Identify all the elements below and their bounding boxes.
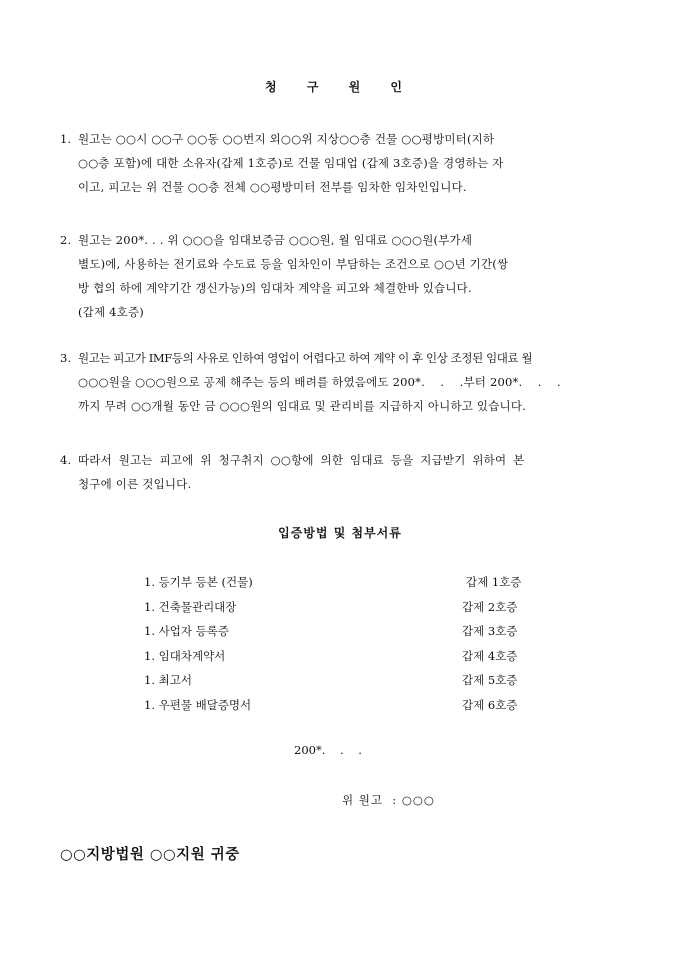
attachment-code: 갑제 5호증 xyxy=(462,673,518,687)
attachment-name: 1. 임대차계약서 xyxy=(144,648,226,663)
item-number: 2. xyxy=(60,233,72,247)
plaintiff-signature: 위 원고 : ○○○ xyxy=(342,793,435,807)
claim-item-3 xyxy=(60,346,636,418)
attachment-row xyxy=(144,644,544,669)
attachment-name: 1. 우편물 배달증명서 xyxy=(144,697,252,712)
attachment-name: 1. 등기부 등본 (건물) xyxy=(144,575,253,589)
item-line: ○○○원을 ○○○원으로 공제 해주는 등의 배려를 하였음에도 200*. . .부터 200*. . . xyxy=(78,375,561,389)
attachment-row xyxy=(144,693,544,718)
item-line: 원고는 200*. . . 위 ○○○을 임대보증금 ○○○원, 월 임대료 ○○○원(부가세 xyxy=(78,233,473,247)
item-line: 청구에 이른 것입니다. xyxy=(78,477,192,491)
item-line: 이고, 피고는 위 건물 ○○층 전체 ○○평방미터 전부를 임차한 임차인입니다. xyxy=(78,180,467,194)
attachment-row xyxy=(144,595,544,620)
attachment-code: 갑제 4호증 xyxy=(462,648,518,663)
evidence-title: 입증방법 및 첨부서류 xyxy=(278,526,402,540)
item-line: 방 협의 하에 계약기간 갱신가능)의 임대차 계약을 피고와 체결한바 있습니다. xyxy=(78,281,472,295)
document-title: 청 구 원 인 xyxy=(265,80,415,94)
claim-item-1 xyxy=(60,127,636,199)
attachment-row xyxy=(144,619,544,644)
court-addressee: ○○지방법원 ○○지원 귀중 xyxy=(60,846,240,863)
attachment-name: 1. 최고서 xyxy=(144,673,192,687)
attachment-name: 1. 사업자 등록증 xyxy=(144,624,229,638)
item-line: (갑제 4호증) xyxy=(78,305,144,319)
attachment-list xyxy=(144,570,544,717)
item-line: 까지 무려 ○○개월 동안 금 ○○○원의 임대료 및 관리비를 지급하지 아니하고 있습니다. xyxy=(78,399,527,413)
filing-date: 200*. . . xyxy=(294,743,362,757)
attachment-code: 갑제 1호증 xyxy=(466,575,522,589)
item-number: 4. xyxy=(60,453,72,467)
item-number: 3. xyxy=(60,351,72,365)
attachment-row xyxy=(144,570,544,595)
claim-item-2 xyxy=(60,228,636,324)
attachment-name: 1. 건축물관리대장 xyxy=(144,599,237,614)
item-line: 따라서 원고는 피고에 위 청구취지 ○○항에 의한 임대료 등을 지급받기 위하여 본 xyxy=(78,453,525,467)
attachment-code: 갑제 2호증 xyxy=(462,599,518,614)
item-line: ○○층 포함)에 대한 소유자(갑제 1호증)로 건물 임대업 (갑제 3호증)을 경영하는 자 xyxy=(78,156,504,170)
attachment-code: 갑제 6호증 xyxy=(462,697,518,712)
attachment-code: 갑제 3호증 xyxy=(462,624,518,638)
item-line: 원고는 ○○시 ○○구 ○○동 ○○번지 외○○위 지상○○층 건물 ○○평방미터(지하 xyxy=(78,132,495,146)
claim-item-4 xyxy=(60,448,636,496)
attachment-row xyxy=(144,668,544,693)
item-line: 별도)에, 사용하는 전기료와 수도료 등을 임차인이 부담하는 조건으로 ○○년 기간(쌍 xyxy=(78,257,509,271)
item-number: 1. xyxy=(60,132,72,146)
item-line: 원고는 피고가 IMF등의 사유로 인하여 영업이 어렵다고 하여 계약 이 후 인상 조정된 임대료 월 xyxy=(78,351,533,365)
